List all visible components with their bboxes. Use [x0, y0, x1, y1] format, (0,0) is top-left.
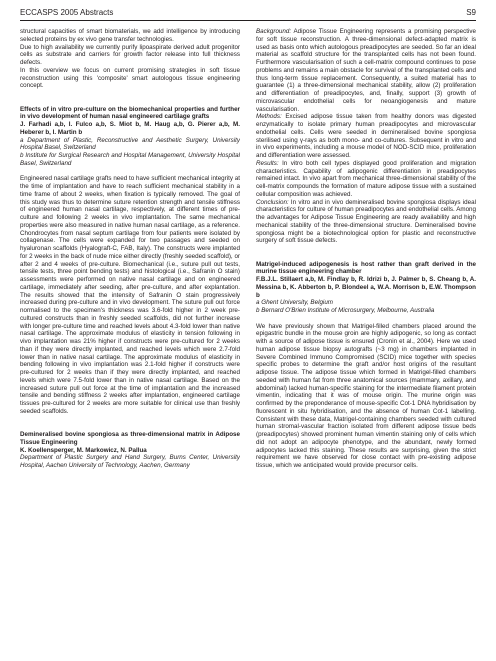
spacer: [20, 423, 240, 431]
right-column: [256, 28, 476, 654]
section-label: Conclusion:: [256, 198, 289, 206]
header-rule: [20, 20, 476, 21]
affiliation: b Institute for Surgical Research and Hospital Management, University Hospital Basel, Switzerland: [20, 152, 240, 167]
section-text: In vitro and in vivo demineralised bovine spongiosa displays ideal characteristics for culture of human preadipocytes and endothelial cells. Among the advantages for Adipose Tissue Engineering are ready availability and high mechanical stability of the three-dimensional structure. Demineralised bovine spongiosa might be a biotechnological option for plastic and reconstructive surgery of soft tissue defects.: [256, 198, 476, 245]
spacer: [20, 416, 240, 424]
section-label: Methods:: [256, 113, 282, 121]
spacer: [20, 98, 240, 106]
affiliation: a Department of Plastic, Reconstructive and Aesthetic Surgery, University Hospital Basel, Switzerland: [20, 136, 240, 152]
running-header: [20, 6, 476, 20]
journal-title: ECCASPS 2005 Abstracts: [20, 8, 114, 17]
page-number: S9: [466, 8, 476, 17]
abstract-body: We have previously shown that Matrigel-filled chambers placed around the epigastric bundle in the mouse groin are highly adipogenic, so long as contact with a source of adipose tissue is ensured (Cronin et al., 2004). Here we used human adipose tissue biopsy autografts (~3 mg) in chambers implanted in Severe Combined Immuno Compromised (SCID) mice together with species specific probes to determine the graft and/or host origins of the resultant adipose tissue. The adipose tissue which formed in Matrigel-filled chambers seeded with human fat from three anatomical sources (mammary, axillary, and abdominal) lacked human-specific staining for the intermediate filament protein vimentin, indicating that it was of mouse origin. The murine origin was confirmed by the preponderance of mouse-specific Cot-1 DNA hybridisation by fluorescent in situ hybridisation, and the absence of human Cot-1 labelling. Consistent with these data, Matrigel-containing chambers seeded with cultured human stromal-vascular fraction isolated from different adipose tissue beds (preadipocytes) showed prominent human vimentin staining only of cells which did not adopt an adipocyte phenotype, and the abundant, newly formed adipocytes lacked this staining. These results are surprising, given the strict requirement we have observed for close contact with pre-existing adipose tissue, which we anticipated would provide precursor cells.: [256, 322, 476, 469]
spacer: [256, 253, 476, 261]
abstract-section-conclusion: [256, 199, 476, 246]
section-text: Excised adipose tissue taken from healthy donors was digested enzymatically to isolate primary human preadipocytes and microvascular endothelial cells. Cells were seeded in demineralised bovine spongiosa sterilised using γ-rays as both mono- and co-cultures. Subsequent in vitro and in vivo experiments, including a mouse model of NOD-SCID mice, proliferation and differentiation were assessed.: [256, 113, 476, 159]
abstract-title: Effects of in vitro pre-culture on the biomechanical properties and further in vivo development of human nasal engineered cartilage grafts: [20, 105, 240, 121]
intro-paragraph: structural capacities of smart biomaterials, we add intelligence by introducing selected proteins by ex vivo gene transfer technologies.: [20, 28, 240, 43]
intro-paragraph: Due to high availability we currently purify lipoaspirate derived adult progenitor cells as substrate and carriers for growth factor release into full thickness defects.: [20, 43, 240, 66]
section-label: Results:: [256, 159, 279, 167]
spacer: [20, 90, 240, 98]
section-text: Adipose Tissue Engineering represents a promising perspective for soft tissue reconstruction. A three-dimensional defect-adapted matrix is used as basis onto which autologous preadipocytes are seeded. So far an ideal material as scaffold structure for the transplanted cells has not been found. Furthermore vascularisation of such a cell-matrix compound continues to pose problems and remains a main obstacle for survival of the transplanted cells and thus long-term tissue replacement. Consequently, a suited material has to guarantee (1) a three-dimensional mechanical stability, allow (2) proliferation and differentiation of preadipocytes, and, finally, support (3) growth of microvascular endothelial cells for neoangiogenesis and mature vascularisation.: [256, 28, 476, 113]
spacer: [20, 168, 240, 176]
affiliation: Department of Plastic Surgery and Hand Surgery, Burns Center, University Hospital, Aachen University of Technology, Aachen, Germany: [20, 454, 240, 469]
abstract-section-background: [256, 28, 476, 113]
abstract-authors: F.B.J.L. Stillaert a,b, M. Findlay b, R. Idrizi b, J. Palmer b, S. Cheang b, A. Messina b, K. Abberton b, P. Blondeel a, W.A. Morrison b, E.W. Thompson b: [256, 276, 476, 299]
section-label: Background:: [256, 28, 292, 35]
abstract-title: Matrigel-induced adipogenesis is host rather than graft derived in the murine tissue engineering chamber: [256, 260, 476, 276]
spacer: [256, 315, 476, 323]
abstract-authors: J. Farhadi a,b, I. Fulco a,b, S. Miot b, M. Haug a,b, G. Pierer a,b, M. Heberer b, I. Martin b: [20, 121, 240, 136]
affiliation: a Ghent University, Belgium: [256, 299, 333, 307]
abstract-section-results: [256, 160, 476, 199]
abstract-body: Engineered nasal cartilage grafts need to have sufficient mechanical integrity at the time of implantation and have to reach sufficient mechanical stability in a time frame of about 2 weeks, when fixation is typically removed. The goal of this study was thus to determine suture retention strength and tensile stiffness of engineered human nasal cartilage, respectively, at different times of pre-culture and following 2 weeks in vivo implantation. The same mechanical properties were also measured in native human nasal cartilage, as a reference. Chondrocytes from nasal septum cartilage from four patients were isolated by collagenase. The cells were expanded for two passages and seeded on hyaluronan scaffolds (Hyalograft-C, FAB, Italy). The constructs were implanted for 2 weeks in the back of nude mice either directly (freshly seeded scaffold), or after 2 and 4 weeks of pre-culture. Biomechanical (i.e., suture pull out tests, tensile tests, three point bending tests) and histological (i.e., Safranin O stain) assessments were performed on native nasal cartilage and on engineered cartilage, immediately after seeding, after pre-culture, and after explantation. The results showed that the intensity of Safranin O stain progressively increased during pre-culture and in vivo development. The suture pull out force normalised to the specimen's thickness was 3.6-fold higher in 2 week pre-cultured constructs than in freshly seeded scaffolds, did not further increase with longer pre-culture time and reached levels about 4.3-fold lower than native nasal cartilage. The approximate modulus of elasticity in tension following in vivo implantation was 21% higher if constructs were pre-cultured for 2 weeks than if they were directly implanted, and reached levels which were 2.7-fold lower than in native nasal cartilage. The approximate modulus of elasticity in bending following in vivo implantation was 2.1-fold higher if constructs were pre-cultured for 2 weeks than if they were directly implanted, and reached levels which were 7.5-fold lower than in native nasal cartilage. Based on the increased suture pull out force at the time of implantation and the increased tensile and bending stiffness 2 weeks after implantation, engineered cartilage tissues pre-cultured for 2 weeks are more suitable for clinical use than freshly seeded scaffolds.: [20, 175, 240, 415]
abstract-section-methods: [256, 113, 476, 160]
affiliation: b Bernard O'Brien Institute of Microsurgery, Melbourne, Australia: [256, 307, 435, 314]
abstract-authors: K. Koellensperger, M. Markowicz, N. Pallua: [20, 446, 147, 454]
left-column: [20, 28, 240, 654]
section-text: In vitro both cell types displayed good proliferation and migration characteristics. Capability of adipogenic differentiation in preadipocytes remained intact. In vivo apart from mechanical three-dimensional stability of the cell-matrix compounds the formation of mature adipose tissue with a sustained cellular composition was achieved.: [256, 159, 476, 198]
intro-paragraph: In this overview we focus on current promising strategies in soft tissue reconstruction using this 'composite' smart autologous tissue engineering concept.: [20, 66, 240, 90]
spacer: [256, 245, 476, 253]
abstract-title: Demineralised bovine spongiosa as three-dimensional matrix in Adipose Tissue Engineering: [20, 431, 240, 446]
